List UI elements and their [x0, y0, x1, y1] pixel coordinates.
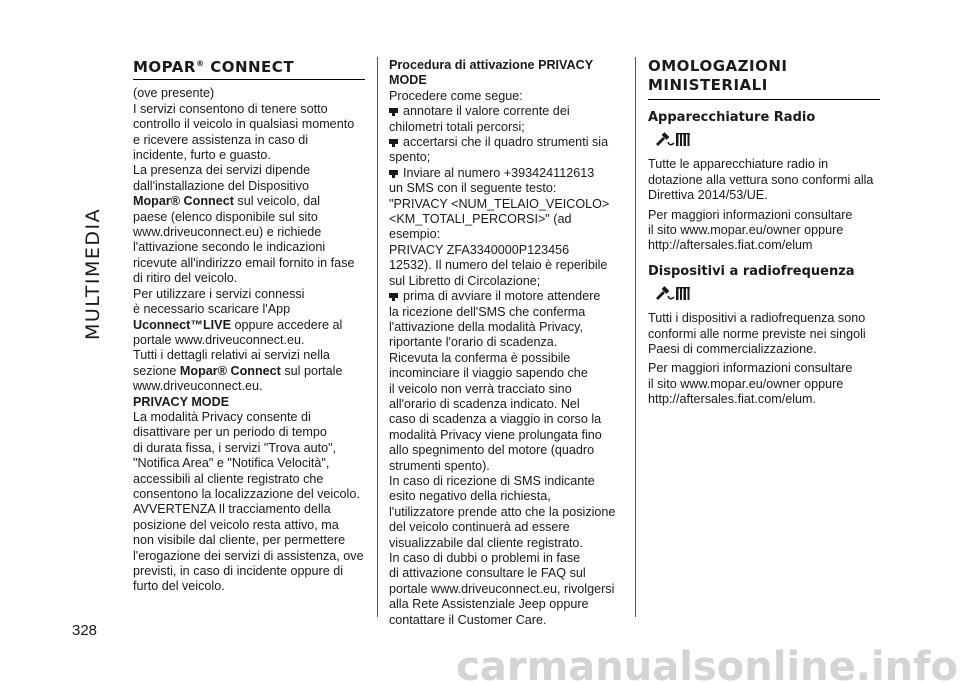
text-line: posizione del veicolo resta attivo, ma: [133, 517, 339, 532]
text-line: conformi alle norme previste nei singoli: [648, 326, 866, 341]
text-line: http://aftersales.fiat.com/elum.: [648, 392, 816, 407]
text-line: ricevute all'indirizzo email fornito in fase: [133, 255, 355, 270]
text-line: non visibile dal cliente, per permettere: [133, 533, 346, 548]
column-privacy-procedure: [389, 58, 625, 628]
text-line: incominciare il viaggio sapendo che: [389, 366, 588, 381]
privacy-mode-heading: PRIVACY MODE: [133, 394, 230, 409]
text-line: e ricevere assistenza in caso di: [133, 132, 308, 147]
hammer-document-icon: [654, 131, 694, 149]
text-line: il veicolo non verrà tracciato sino: [389, 381, 572, 396]
text-line: dotazione alla vettura sono conformi alla: [648, 172, 874, 187]
text-line: dall'installazione del Dispositivo: [133, 178, 310, 193]
text-line: <KM_TOTALI_PERCORSI>" (ad esempio:: [389, 212, 572, 242]
text-line: Ricevuta la conferma è possibile: [389, 350, 571, 365]
square-bullet-icon: [389, 107, 398, 116]
column-divider: [377, 57, 378, 617]
square-bullet-icon: [389, 169, 398, 178]
text-line: PRIVACY ZFA3340000P123456: [389, 242, 570, 257]
procedure-heading: Procedura di attivazione PRIVACY MODE: [389, 58, 593, 88]
text-line: www.driveuconnect.eu) e richiede: [133, 225, 322, 240]
text-line: incidente, furto e guasto.: [133, 148, 271, 163]
text-line: strumenti spento).: [389, 458, 490, 473]
text-line: Per utilizzare i servizi connessi: [133, 286, 305, 301]
text-line: un SMS con il seguente testo:: [389, 181, 557, 196]
hammer-document-icon: [654, 285, 694, 303]
text-line: Per maggiori informazioni consultare: [648, 361, 853, 376]
text-line: del veicolo continuerà ad essere: [389, 520, 570, 535]
text-line: Mopar® Connect sul veicolo, dal: [133, 194, 321, 209]
section-title-text: MULTIMEDIA: [82, 207, 104, 340]
text-line: previsti, in caso di incidente oppure di: [133, 564, 344, 578]
text-line: riportante l'orario di scadenza.: [389, 335, 558, 350]
text-line: In caso di dubbi o problemi in fase: [389, 551, 581, 565]
text-line: La modalità Privacy consente di: [133, 409, 311, 424]
text-line: di durata fissa, i servizi "Trova auto",: [133, 440, 337, 455]
text-line: la ricezione dell'SMS che conferma: [389, 304, 586, 319]
text-line: controllo il veicolo in qualsiasi momento: [133, 117, 355, 132]
text-line: disattivare per un periodo di tempo: [133, 425, 327, 440]
text-line: consentono la localizzazione del veicolo.: [133, 486, 360, 501]
text-line: Uconnect™LIVE oppure accedere al: [133, 317, 343, 332]
text-line: è necessario scaricare l'App: [133, 302, 291, 317]
text-line: http://aftersales.fiat.com/elum: [648, 238, 813, 253]
text-line: AVVERTENZA Il tracciamento della: [133, 502, 331, 517]
text-line: Paesi di commercializzazione.: [648, 342, 817, 357]
text-line: accessibili al cliente registrato che: [133, 471, 324, 486]
text-line: portale www.driveuconnect.eu, rivolgersi: [389, 581, 615, 596]
text-line: portale www.driveuconnect.eu.: [133, 332, 305, 347]
text-line: sezione Mopar® Connect sul portale: [133, 363, 343, 378]
text-line: alla Rete Assistenziale Jeep oppure: [389, 597, 589, 612]
text-line: l'attivazione della modalità Privacy,: [389, 319, 583, 334]
text-line: Per maggiori informazioni consultare: [648, 207, 853, 222]
text-line: Procedere come segue:: [389, 88, 523, 103]
radio-equipment-heading: Apparecchiature Radio: [648, 110, 816, 125]
text-line: di attivazione consultare le FAQ sul: [389, 566, 586, 581]
text-line: Tutte le apparecchiature radio in: [648, 157, 829, 172]
column-omologazioni: [648, 57, 880, 408]
text-line: visualizzabile dal cliente registrato.: [389, 535, 583, 550]
text-line: paese (elenco disponibile sul sito: [133, 209, 318, 224]
text-line: In caso di ricezione di SMS indicante: [389, 473, 595, 488]
text-line: I servizi consentono di tenere sotto: [133, 101, 328, 116]
text-line: "Notifica Area" e "Notifica Velocità",: [133, 456, 330, 471]
text-line: il sito www.mopar.eu/owner oppure: [648, 376, 844, 391]
text-line: chilometri totali percorsi;: [389, 119, 525, 134]
text-line: Direttiva 2014/53/UE.: [648, 188, 768, 203]
text-line: modalità Privacy viene prolungata fino: [389, 427, 602, 442]
text-line: 12532). Il numero del telaio è reperibile: [389, 258, 608, 273]
radiofrequency-devices-heading: Dispositivi a radiofrequenza: [648, 263, 855, 279]
watermark-text: carmanualsonline.info: [456, 644, 958, 683]
text-line: caso di scadenza a viaggio in corso la: [389, 412, 602, 427]
text-line: l'utilizzatore prende atto che la posizione: [389, 504, 616, 519]
text-line: Tutti i dispositivi a radiofrequenza sono: [648, 311, 866, 326]
column-divider: [635, 57, 636, 617]
text-line: "PRIVACY <NUM_TELAIO_VEICOLO>: [389, 196, 610, 211]
bullet-item: annotare il valore corrente dei: [389, 104, 625, 119]
text-line: allo spegnimento del motore (quadro: [389, 443, 595, 458]
text-line: spento;: [389, 150, 431, 165]
text-line: di ritiro del veicolo.: [133, 271, 238, 286]
column-mopar-connect: [133, 56, 365, 595]
omologazioni-heading: OMOLOGAZIONI MINISTERIALI: [648, 57, 880, 100]
text-line: contattare il Customer Care.: [389, 612, 547, 627]
bullet-item: accertarsi che il quadro strumenti sia: [389, 135, 625, 150]
text-line: sul Libretto di Circolazione;: [389, 273, 541, 288]
page-number: 328: [72, 622, 98, 639]
mopar-connect-heading: MOPAR® CONNECT: [133, 56, 365, 80]
text-line: l'attivazione secondo le indicazioni: [133, 240, 326, 255]
bullet-item: Inviare al numero +393424112613: [389, 166, 625, 181]
bullet-item: prima di avviare il motore attendere: [389, 289, 625, 304]
sidebar-section-title: [82, 190, 102, 340]
square-bullet-icon: [389, 138, 398, 147]
text-line: l'erogazione dei servizi di assistenza, ove: [133, 548, 364, 563]
square-bullet-icon: [389, 292, 398, 301]
text-line: all'orario di scadenza indicato. Nel: [389, 396, 580, 411]
text-line: il sito www.mopar.eu/owner oppure: [648, 223, 844, 238]
text-line: La presenza dei servizi dipende: [133, 163, 311, 178]
text-line: furto del veicolo.: [133, 579, 225, 594]
text-line: esito negativo della richiesta,: [389, 489, 551, 504]
text-line: www.driveuconnect.eu.: [133, 379, 263, 394]
text-line: (ove presente): [133, 86, 215, 101]
text-line: Tutti i dettagli relativi ai servizi nella: [133, 348, 330, 363]
